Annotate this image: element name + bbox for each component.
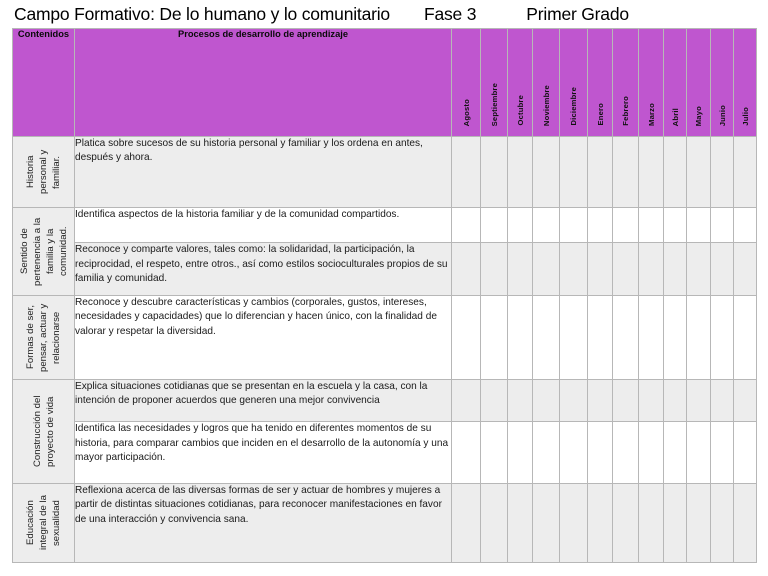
month-checkbox-cell-octubre[interactable]: [508, 137, 533, 208]
month-checkbox-cell-octubre[interactable]: [508, 243, 533, 296]
contenido-label: Formas de ser, pensar, actuar y relacionarse: [25, 303, 62, 372]
contenido-label: Sentido de pertenencia a la familia y la comunidad.: [18, 217, 69, 286]
month-checkbox-cell-mayo[interactable]: [687, 380, 711, 422]
table-body: [13, 137, 757, 563]
month-checkbox-cell-mayo[interactable]: [687, 208, 711, 243]
month-checkbox-cell-marzo[interactable]: [639, 243, 664, 296]
month-checkbox-cell-enero[interactable]: [588, 422, 613, 484]
month-label: Agosto: [461, 98, 471, 126]
month-checkbox-cell-mayo[interactable]: [687, 484, 711, 563]
month-label: Mayo: [694, 105, 703, 126]
column-header-month-enero: [588, 29, 613, 137]
month-checkbox-cell-mayo[interactable]: [687, 422, 711, 484]
month-checkbox-cell-noviembre[interactable]: [533, 137, 560, 208]
table-header-row: [13, 29, 757, 137]
contenido-label: Construcción del proyecto de vida: [31, 395, 56, 468]
month-checkbox-cell-octubre[interactable]: [508, 296, 533, 380]
month-label: Noviembre: [541, 84, 551, 126]
month-checkbox-cell-diciembre[interactable]: [560, 243, 588, 296]
contenido-label: Educación integral de la sexualidad: [25, 495, 62, 551]
phase-label: Fase 3: [423, 3, 477, 24]
month-checkbox-cell-septiembre[interactable]: [481, 380, 508, 422]
month-checkbox-cell-febrero[interactable]: [613, 243, 639, 296]
month-checkbox-cell-julio[interactable]: [734, 137, 757, 208]
contenido-cell: [13, 137, 75, 208]
month-checkbox-cell-enero[interactable]: [588, 484, 613, 563]
table-row: [13, 484, 757, 563]
column-header-month-diciembre: [560, 29, 588, 137]
month-checkbox-cell-enero[interactable]: [588, 137, 613, 208]
month-checkbox-cell-abril[interactable]: [664, 243, 687, 296]
month-checkbox-cell-marzo[interactable]: [639, 484, 664, 563]
month-checkbox-cell-septiembre[interactable]: [481, 422, 508, 484]
column-header-month-junio: [711, 29, 734, 137]
month-label: Abril: [670, 107, 680, 126]
month-checkbox-cell-agosto[interactable]: [452, 137, 481, 208]
month-checkbox-cell-septiembre[interactable]: [481, 296, 508, 380]
month-checkbox-cell-marzo[interactable]: [639, 208, 664, 243]
month-checkbox-cell-abril[interactable]: [664, 137, 687, 208]
month-checkbox-cell-noviembre[interactable]: [533, 208, 560, 243]
column-header-month-mayo: [687, 29, 711, 137]
month-checkbox-cell-abril[interactable]: [664, 422, 687, 484]
column-header-month-octubre: [508, 29, 533, 137]
month-checkbox-cell-julio[interactable]: [734, 380, 757, 422]
month-checkbox-cell-junio[interactable]: [711, 137, 734, 208]
table-row: [13, 296, 757, 380]
month-checkbox-cell-septiembre[interactable]: [481, 137, 508, 208]
month-checkbox-cell-octubre[interactable]: [508, 422, 533, 484]
month-checkbox-cell-junio[interactable]: [711, 422, 734, 484]
month-checkbox-cell-enero[interactable]: [588, 296, 613, 380]
month-checkbox-cell-diciembre[interactable]: [560, 208, 588, 243]
month-checkbox-cell-noviembre[interactable]: [533, 243, 560, 296]
column-header-month-marzo: [639, 29, 664, 137]
month-checkbox-cell-abril[interactable]: [664, 380, 687, 422]
table-row: [13, 380, 757, 422]
month-checkbox-cell-noviembre[interactable]: [533, 380, 560, 422]
month-checkbox-cell-diciembre[interactable]: [560, 380, 588, 422]
month-checkbox-cell-marzo[interactable]: [639, 137, 664, 208]
month-checkbox-cell-diciembre[interactable]: [560, 484, 588, 563]
month-checkbox-cell-diciembre[interactable]: [560, 422, 588, 484]
proceso-cell: Reflexiona acerca de las diversas formas de ser y actuar de hombres y mujeres a partir de distintas situaciones cotidianas, para reconocer manifestaciones en favor de una interacción y convivencia sana.: [75, 484, 452, 563]
month-checkbox-cell-agosto[interactable]: [452, 422, 481, 484]
table-row: [13, 208, 757, 243]
column-header-month-septiembre: [481, 29, 508, 137]
proceso-cell: Reconoce y descubre características y cambios (corporales, gustos, intereses, necesidades y capacidades) que lo diferencian y hacen único, con la finalidad de valorar y respetar la diversidad.: [75, 296, 452, 380]
month-checkbox-cell-julio[interactable]: [734, 296, 757, 380]
month-checkbox-cell-febrero[interactable]: [613, 296, 639, 380]
month-label: Septiembre: [489, 82, 499, 126]
month-checkbox-cell-febrero[interactable]: [613, 380, 639, 422]
page-title: Campo Formativo: De lo humano y lo comunitario: [14, 3, 390, 24]
table-row: [13, 243, 757, 296]
month-label: Diciembre: [569, 87, 578, 126]
month-checkbox-cell-marzo[interactable]: [639, 296, 664, 380]
curriculum-table: [12, 28, 757, 563]
month-checkbox-cell-octubre[interactable]: [508, 208, 533, 243]
table-row: [13, 422, 757, 484]
contenido-cell: [13, 208, 75, 296]
month-checkbox-cell-agosto[interactable]: [452, 380, 481, 422]
month-checkbox-cell-febrero[interactable]: [613, 208, 639, 243]
month-checkbox-cell-febrero[interactable]: [613, 137, 639, 208]
month-label: Junio: [717, 104, 727, 126]
month-checkbox-cell-febrero[interactable]: [613, 422, 639, 484]
month-checkbox-cell-abril[interactable]: [664, 296, 687, 380]
month-checkbox-cell-junio[interactable]: [711, 484, 734, 563]
month-checkbox-cell-septiembre[interactable]: [481, 484, 508, 563]
month-checkbox-cell-noviembre[interactable]: [533, 296, 560, 380]
month-checkbox-cell-junio[interactable]: [711, 243, 734, 296]
month-checkbox-cell-noviembre[interactable]: [533, 484, 560, 563]
month-checkbox-cell-agosto[interactable]: [452, 484, 481, 563]
table-row: [13, 137, 757, 208]
month-checkbox-cell-abril[interactable]: [664, 484, 687, 563]
month-checkbox-cell-diciembre[interactable]: [560, 137, 588, 208]
month-checkbox-cell-julio[interactable]: [734, 243, 757, 296]
month-checkbox-cell-mayo[interactable]: [687, 137, 711, 208]
month-checkbox-cell-mayo[interactable]: [687, 296, 711, 380]
column-header-month-noviembre: [533, 29, 560, 137]
month-checkbox-cell-marzo[interactable]: [639, 380, 664, 422]
contenido-cell: [13, 380, 75, 484]
proceso-cell: Identifica aspectos de la historia familiar y de la comunidad compartidos.: [75, 208, 452, 243]
month-checkbox-cell-diciembre[interactable]: [560, 296, 588, 380]
month-checkbox-cell-mayo[interactable]: [687, 243, 711, 296]
column-header-contenidos: Contenidos: [13, 29, 75, 137]
grade-label: Primer Grado: [526, 3, 629, 24]
month-checkbox-cell-octubre[interactable]: [508, 380, 533, 422]
month-checkbox-cell-febrero[interactable]: [613, 484, 639, 563]
month-checkbox-cell-enero[interactable]: [588, 380, 613, 422]
contenido-cell: [13, 484, 75, 563]
contenido-label: Historia personal y familiar.: [25, 149, 62, 195]
month-checkbox-cell-julio[interactable]: [734, 208, 757, 243]
month-checkbox-cell-junio[interactable]: [711, 208, 734, 243]
proceso-cell: Identifica las necesidades y logros que ha tenido en diferentes momentos de su historia, para comparar cambios que inciden en el desarrollo de la autonomía y una mayor participación.: [75, 422, 452, 484]
month-checkbox-cell-agosto[interactable]: [452, 208, 481, 243]
month-checkbox-cell-junio[interactable]: [711, 296, 734, 380]
month-checkbox-cell-enero[interactable]: [588, 243, 613, 296]
contenido-cell: [13, 296, 75, 380]
column-header-month-agosto: [452, 29, 481, 137]
column-header-month-febrero: [613, 29, 639, 137]
column-header-procesos: Procesos de desarrollo de aprendizaje: [75, 29, 452, 137]
month-checkbox-cell-octubre[interactable]: [508, 484, 533, 563]
proceso-cell: Reconoce y comparte valores, tales como: la solidaridad, la participación, la reciprocidad, el respeto, entre otros., así como estilos socioculturales propios de su familia y comunidad.: [75, 243, 452, 296]
month-checkbox-cell-septiembre[interactable]: [481, 208, 508, 243]
proceso-cell: Explica situaciones cotidianas que se presentan en la escuela y la casa, con la intención de proponer acuerdos que generen una mejor convivencia: [75, 380, 452, 422]
month-checkbox-cell-enero[interactable]: [588, 208, 613, 243]
month-label: Julio: [740, 107, 750, 126]
column-header-month-julio: [734, 29, 757, 137]
month-checkbox-cell-julio[interactable]: [734, 422, 757, 484]
month-checkbox-cell-septiembre[interactable]: [481, 243, 508, 296]
month-checkbox-cell-junio[interactable]: [711, 380, 734, 422]
document-title-bar: [0, 0, 768, 28]
month-label: Marzo: [646, 103, 656, 126]
month-checkbox-cell-abril[interactable]: [664, 208, 687, 243]
month-checkbox-cell-agosto[interactable]: [452, 243, 481, 296]
month-checkbox-cell-marzo[interactable]: [639, 422, 664, 484]
month-label: Enero: [595, 103, 605, 126]
month-checkbox-cell-agosto[interactable]: [452, 296, 481, 380]
proceso-cell: Platica sobre sucesos de su historia personal y familiar y los ordena en antes, después y ahora.: [75, 137, 452, 208]
column-header-month-abril: [664, 29, 687, 137]
month-checkbox-cell-julio[interactable]: [734, 484, 757, 563]
month-checkbox-cell-noviembre[interactable]: [533, 422, 560, 484]
month-label: Octubre: [515, 95, 525, 126]
month-label: Febrero: [621, 96, 630, 126]
